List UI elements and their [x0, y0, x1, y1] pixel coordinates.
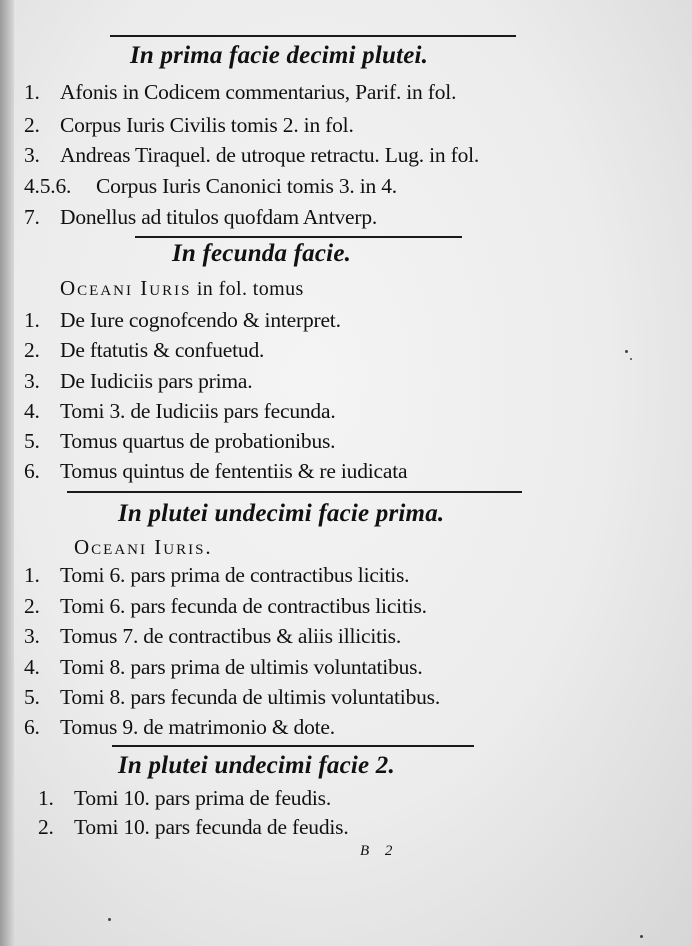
list-item — [24, 594, 427, 619]
item-number: 1. — [24, 563, 40, 587]
item-text: Tomi 6. pars fecunda de contractibus licitis. — [60, 594, 427, 618]
item-text: Tomus quintus de fententiis & re iudicata — [60, 459, 408, 483]
item-text: Tomi 3. de Iudiciis pars fecunda. — [60, 399, 336, 423]
section-heading-3: In plutei undecimi facie prima. — [118, 500, 445, 527]
item-text: Andreas Tiraquel. de utroque retractu. Lug. in fol. — [60, 143, 480, 167]
list-item — [24, 429, 335, 454]
paper-speck — [630, 358, 632, 360]
item-text: De Iure cognofcendo & interpret. — [60, 308, 341, 332]
section-subheading-3 — [74, 535, 213, 560]
item-text: Tomi 8. pars fecunda de ultimis voluntatibus. — [60, 685, 441, 709]
item-text: Tomus 7. de contractibus & aliis illicitis. — [60, 624, 402, 648]
list-item — [24, 563, 409, 588]
subheading-text: in fol. tomus — [196, 278, 304, 300]
subheading-small-caps: Oceani Iuris. — [74, 535, 213, 559]
list-item — [38, 786, 331, 811]
list-item — [24, 685, 440, 710]
page-spine-shadow — [0, 0, 14, 946]
item-number: 4. — [24, 399, 40, 423]
list-item — [38, 815, 349, 840]
item-number: 1. — [24, 80, 40, 104]
list-item — [24, 338, 264, 363]
list-item — [24, 80, 456, 105]
list-item — [24, 174, 397, 199]
item-number: 2. — [24, 338, 40, 362]
item-number: 2. — [38, 815, 54, 839]
item-number: 5. — [24, 429, 40, 453]
item-number: 3. — [24, 143, 40, 167]
list-item — [24, 205, 377, 230]
section-heading-4: In plutei undecimi facie 2. — [118, 752, 395, 779]
list-item — [24, 113, 354, 138]
paper-speck — [108, 918, 111, 921]
list-item — [24, 369, 252, 394]
section-subheading-2 — [60, 276, 304, 301]
list-item — [24, 308, 341, 333]
paper-speck — [625, 350, 628, 353]
item-number: 4. — [24, 655, 40, 679]
top-rule — [110, 35, 516, 37]
list-item — [24, 715, 335, 740]
item-text: Tomi 10. pars fecunda de feudis. — [74, 815, 349, 839]
paper-speck — [640, 935, 643, 938]
item-number: 1. — [24, 308, 40, 332]
signature-mark: B 2 — [360, 843, 399, 859]
item-text: Donellus ad titulos quofdam Antverp. — [60, 205, 378, 229]
list-item — [24, 399, 336, 424]
item-number: 3. — [24, 624, 40, 648]
item-number: 2. — [24, 594, 40, 618]
section-heading-2: In fecunda facie. — [172, 240, 352, 267]
item-text: Corpus Iuris Civilis tomis 2. in fol. — [60, 113, 354, 137]
item-number: 3. — [24, 369, 40, 393]
item-text: Tomus 9. de matrimonio & dote. — [60, 715, 335, 739]
section-rule — [135, 236, 462, 238]
item-number: 6. — [24, 459, 40, 483]
list-item — [24, 655, 423, 680]
item-number: 7. — [24, 205, 40, 229]
item-text: De ftatutis & confuetud. — [60, 338, 265, 362]
item-text: Tomi 6. pars prima de contractibus licitis. — [60, 563, 410, 587]
list-item — [24, 459, 407, 484]
list-item — [24, 143, 479, 168]
item-number: 4.5.6. — [24, 174, 72, 198]
item-text: Tomi 8. pars prima de ultimis voluntatibus. — [60, 655, 423, 679]
section-heading-1: In prima facie decimi plutei. — [130, 42, 429, 69]
list-item — [24, 624, 401, 649]
section-rule — [112, 745, 474, 747]
item-number: 2. — [24, 113, 40, 137]
item-text: Corpus Iuris Canonici tomis 3. in 4. — [96, 174, 397, 198]
item-text: Tomi 10. pars prima de feudis. — [74, 786, 332, 810]
item-number: 5. — [24, 685, 40, 709]
item-number: 6. — [24, 715, 40, 739]
subheading-small-caps: Oceani Iuris — [60, 276, 192, 300]
section-rule — [67, 491, 522, 493]
item-text: De Iudiciis pars prima. — [60, 369, 253, 393]
item-number: 1. — [38, 786, 54, 810]
item-text: Afonis in Codicem commentarius, Parif. in fol. — [60, 80, 457, 104]
item-text: Tomus quartus de probationibus. — [60, 429, 336, 453]
